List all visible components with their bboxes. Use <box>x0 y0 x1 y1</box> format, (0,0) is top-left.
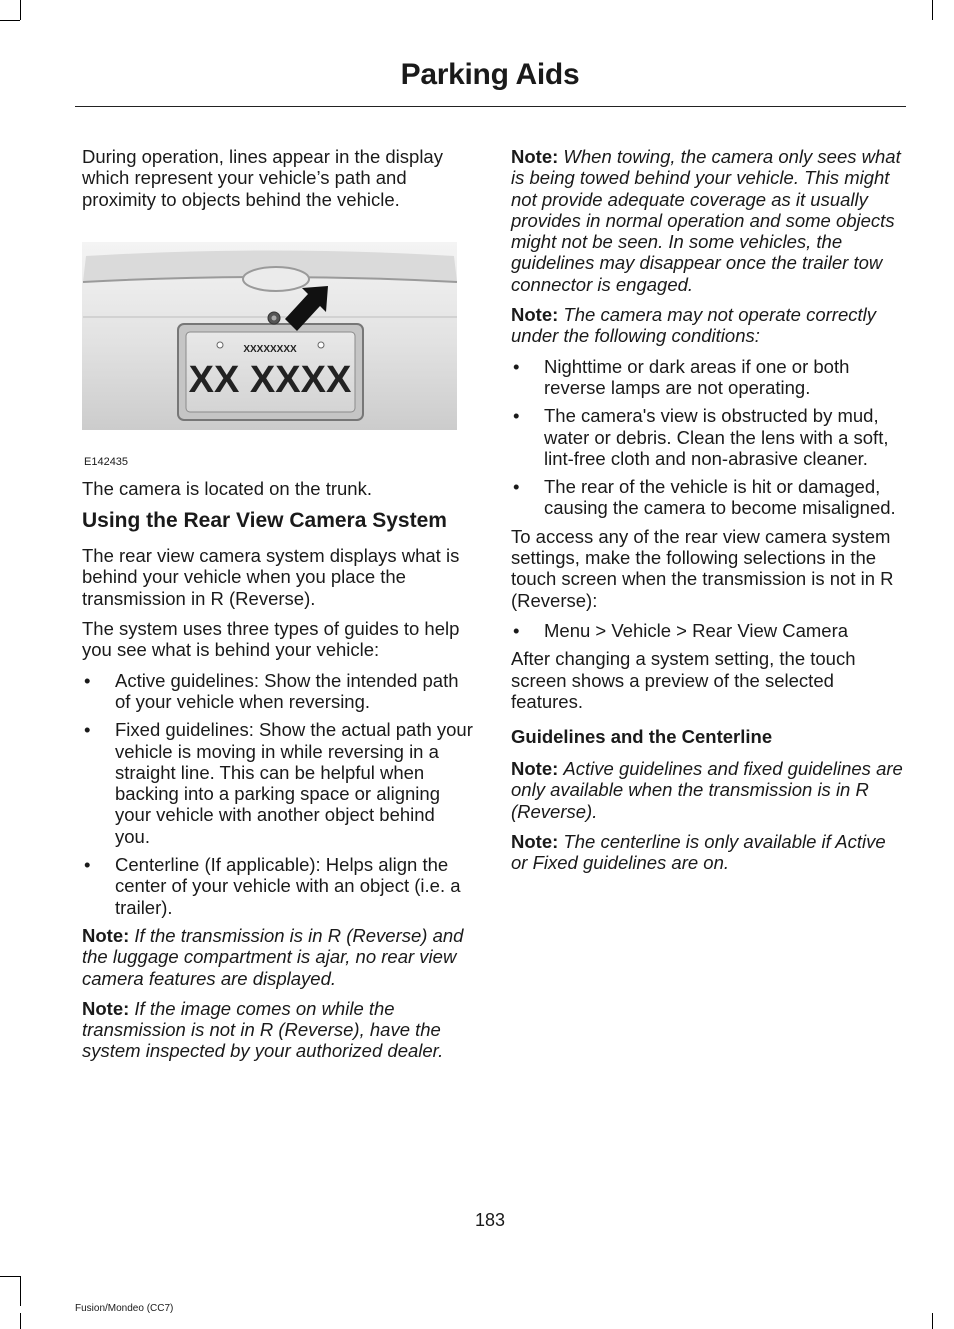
subsection-heading: Guidelines and the Centerline <box>511 726 773 748</box>
list-item: • Active guidelines: Show the intended path of your vehicle when reversing. <box>84 669 459 712</box>
crop-mark <box>20 1276 21 1306</box>
note: Note: Active guidelines and fixed guidelines are only available when the transmission is in R (Reverse). <box>511 758 903 822</box>
section-heading: Using the Rear View Camera System <box>82 509 447 533</box>
title-divider <box>75 106 906 107</box>
list-item: • The camera's view is obstructed by mud, water or debris. Clean the lens with a soft, lint-free cloth and non-abrasive cleaner. <box>513 405 889 469</box>
list-item: • Menu > Vehicle > Rear View Camera <box>513 619 849 641</box>
crop-mark <box>932 0 933 20</box>
list-item: • The rear of the vehicle is hit or damaged, causing the camera to become misaligned. <box>513 476 896 519</box>
note: Note: When towing, the camera only sees what is being towed behind your vehicle. This might not provide adequate coverage as it usually provides in normal operation and some objects might not be seen. In some vehicles, the guidelines may disappear once the trailer tow connector is engaged. <box>511 146 901 295</box>
footer-model: Fusion/Mondeo (CC7) <box>75 1303 174 1314</box>
paragraph: The rear view camera system displays what is behind your vehicle when you place the transmission in R (Reverse). <box>82 545 460 609</box>
figure-code: E142435 <box>84 455 129 468</box>
note: Note: If the transmission is in R (Reverse) and the luggage compartment is ajar, no rear view camera features are displayed. <box>82 924 464 989</box>
paragraph: After changing a system setting, the touch screen shows a preview of the selected features. <box>511 648 856 712</box>
list-item: • Centerline (If applicable): Helps align the center of your vehicle with an object (i.e. a trailer). <box>84 854 461 918</box>
crop-mark <box>20 1313 21 1329</box>
crop-mark <box>20 0 21 20</box>
list-item: • Nighttime or dark areas if one or both reverse lamps are not operating. <box>513 355 850 398</box>
plate-small-text: XXXXXXXX <box>243 343 297 355</box>
camera-location-figure <box>82 242 462 472</box>
note: Note: The centerline is only available if Active or Fixed guidelines are on. <box>511 831 886 874</box>
note: Note: The camera may not operate correctly under the following conditions: <box>511 304 876 347</box>
list-item: • Fixed guidelines: Show the actual path your vehicle is moving in while reversing in a straight line. This can be helpful when backing into a parking space or aligning your vehicle with another object behind you. <box>84 719 473 847</box>
note: Note: If the image comes on while the transmission is not in R (Reverse), have the system inspected by your authorized dealer. <box>82 997 444 1062</box>
intro-paragraph: During operation, lines appear in the display which represent your vehicle’s path and proximity to objects behind the vehicle. <box>82 146 443 210</box>
camera-location-text: The camera is located on the trunk. <box>82 477 372 499</box>
crop-mark <box>0 20 20 21</box>
page-number: 183 <box>474 1210 506 1230</box>
crop-mark <box>0 1276 20 1277</box>
paragraph: To access any of the rear view camera system settings, make the following selections in the touch screen when the transmission is not in R (Reverse): <box>511 525 894 611</box>
paragraph: The system uses three types of guides to help you see what is behind your vehicle: <box>82 618 460 661</box>
page-title: Parking Aids <box>400 58 580 91</box>
right-column <box>511 146 905 883</box>
left-column <box>82 146 474 1071</box>
trunk-illustration <box>82 242 462 452</box>
plate-large-text: XX XXXX <box>188 358 352 401</box>
crop-mark <box>932 1313 933 1329</box>
